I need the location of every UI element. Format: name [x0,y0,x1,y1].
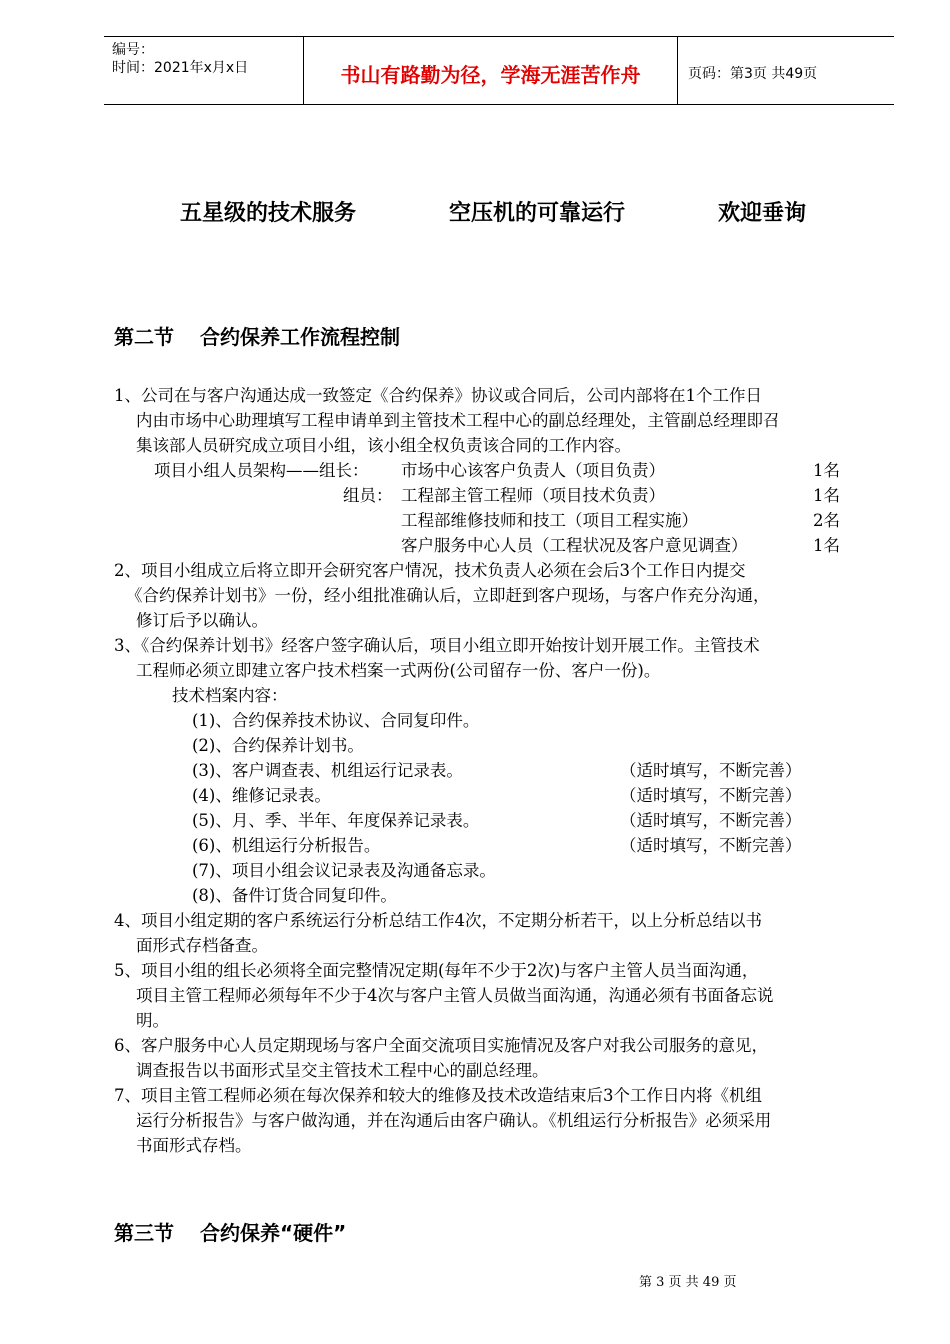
date-label: 时间：2021年x月x日 [112,60,249,76]
p7-line-3: 书面形式存档。 [136,1136,252,1155]
archive-item-6-note: （适时填写，不断完善） [620,836,802,855]
p1-line-1: 1、公司在与客户沟通达成一致签定《合约保养》协议或合同后，公司内部将在1个工作日 [114,386,762,405]
p1-line-2: 内由市场中心助理填写工程申请单到主管技术工程中心的副总经理处，主管副总经理即召 [136,411,780,430]
p4-line-1: 4、项目小组定期的客户系统运行分析总结工作4次，不定期分析若干，以上分析总结以书 [114,911,762,930]
archive-item-3: (3)、客户调查表、机组运行记录表。 [192,761,463,780]
slogan-3: 欢迎垂询 [718,201,807,226]
archive-item-5: (5)、月、季、半年、年度保养记录表。 [192,811,480,830]
serial-label: 编号： [112,42,154,58]
p7-line-1: 7、项目主管工程师必须在每次保养和较大的维修及技术改造结束后3个工作日内将《机组 [114,1086,762,1105]
section-2-heading [114,321,400,350]
archive-item-6: (6)、机组运行分析报告。 [192,836,381,855]
archive-title: 技术档案内容： [172,686,288,705]
page-header [104,36,894,105]
team-row-1-role: 市场中心该客户负责人（项目负责） [401,461,665,480]
p6-line-2: 调查报告以书面形式呈交主管技术工程中心的副总经理。 [136,1061,549,1080]
archive-item-4-note: （适时填写，不断完善） [620,786,802,805]
team-row-1-count: 1名 [813,461,840,480]
archive-item-2: (2)、合约保养计划书。 [192,736,364,755]
archive-item-3-note: （适时填写，不断完善） [620,761,802,780]
team-row-2-count: 1名 [813,486,840,505]
p2-line-3: 修订后予以确认。 [136,611,268,630]
header-right-cell [678,37,894,104]
archive-item-5-note: （适时填写，不断完善） [620,811,802,830]
archive-item-1: (1)、合约保养技术协议、合同复印件。 [192,711,480,730]
p3-line-2: 工程师必须立即建立客户技术档案一式两份(公司留存一份、客户一份)。 [136,661,661,680]
p5-line-2: 项目主管工程师必须每年不少于4次与客户主管人员做当面沟通，沟通必须有书面备忘说 [136,986,774,1005]
p1-line-3: 集该部人员研究成立项目小组，该小组全权负责该合同的工作内容。 [136,436,631,455]
team-row-3-count: 2名 [813,511,840,530]
section-3-title: 合约保养“硬件” [200,1221,347,1245]
archive-item-7: (7)、项目小组会议记录表及沟通备忘录。 [192,861,496,880]
p6-line-1: 6、客户服务中心人员定期现场与客户全面交流项目实施情况及客户对我公司服务的意见， [114,1036,768,1055]
p2-line-2: 《合约保养计划书》一份，经小组批准确认后，立即赶到客户现场，与客户作充分沟通， [126,586,770,605]
team-row-4-count: 1名 [813,536,840,555]
team-row-1-prefix: 项目小组人员架构——组长： [154,461,369,480]
section-2-title: 合约保养工作流程控制 [200,325,400,349]
team-row-3-role: 工程部维修技师和技工（项目工程实施） [401,511,698,530]
p7-line-2: 运行分析报告》与客户做沟通，并在沟通后由客户确认。《机组运行分析报告》必须采用 [136,1111,772,1130]
section-3-heading [114,1217,346,1246]
section-3-number: 第三节 [114,1221,174,1245]
slogan-1: 五星级的技术服务 [180,201,357,226]
page-footer: 第 3 页 共 49 页 [639,1275,737,1290]
p3-line-1: 3、《合约保养计划书》经客户签字确认后，项目小组立即开始按计划开展工作。主管技术 [114,636,760,655]
p2-line-1: 2、项目小组成立后将立即开会研究客户情况，技术负责人必须在会后3个工作日内提交 [114,561,746,580]
motto: 书山有路勤为径，学海无涯苦作舟 [340,63,641,87]
p5-line-3: 明。 [136,1011,169,1030]
header-left-cell [104,37,304,104]
page-code: 页码：第3页 共49页 [688,66,818,82]
slogan-2: 空压机的可靠运行 [449,201,626,226]
archive-item-8: (8)、备件订货合同复印件。 [192,886,397,905]
team-row-2-prefix: 组员： [343,486,393,505]
p5-line-1: 5、项目小组的组长必须将全面完整情况定期(每年不少于2次)与客户主管人员当面沟通， [114,961,759,980]
header-middle-cell [304,37,678,104]
team-row-2-role: 工程部主管工程师（项目技术负责） [401,486,665,505]
section-2-number: 第二节 [114,325,174,349]
p4-line-2: 面形式存档备查。 [136,936,268,955]
team-row-4-role: 客户服务中心人员（工程状况及客户意见调查） [401,536,748,555]
archive-item-4: (4)、维修记录表。 [192,786,331,805]
